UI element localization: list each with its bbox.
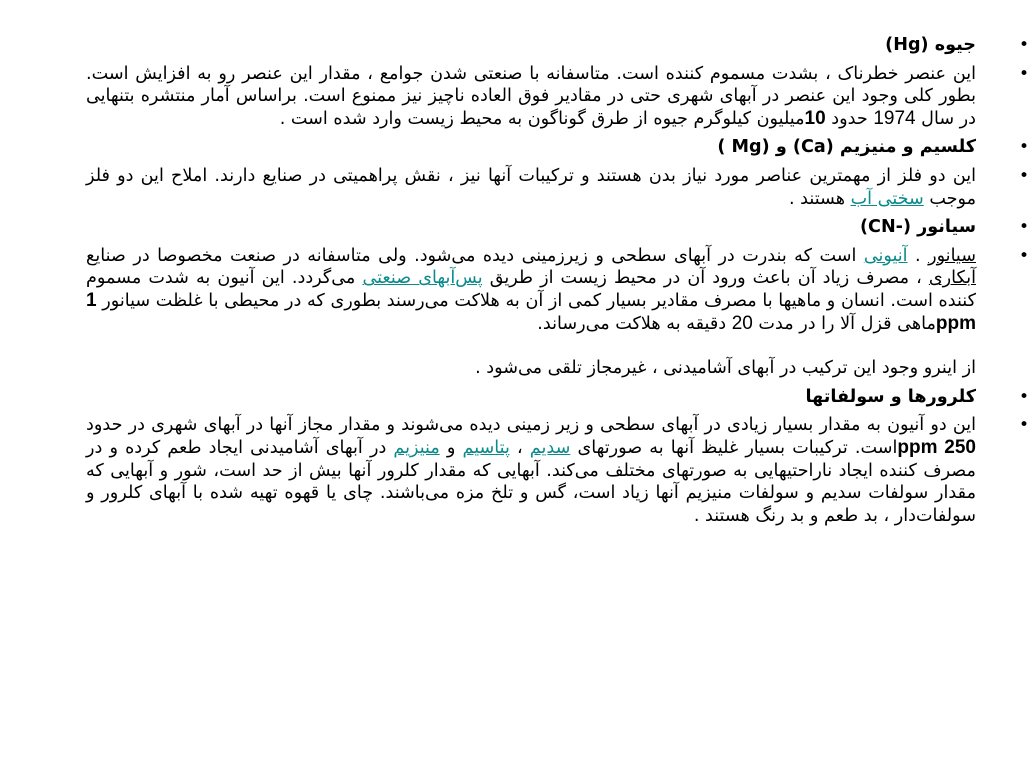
bullet-icon: •: [1018, 245, 1030, 266]
cyanide-text-part7: ماهی قزل آلا را در مدت: [752, 313, 936, 334]
cyanide-conclusion: از اینرو وجود این ترکیب در آبهای آشامیدنی ، غیرمجاز تلقی می‌شود .: [475, 358, 976, 379]
mercury-amount: 10: [804, 107, 826, 129]
cyanide-concentration: 1 ppm: [86, 289, 976, 334]
bullet-icon: •: [1018, 217, 1030, 238]
bullet-item-calcium-text: [86, 165, 1030, 210]
bullet-icon: •: [1018, 415, 1030, 436]
mercury-year: 1974: [873, 107, 916, 129]
cyanide-text-part6: می‌گردد. این آنیون به شدت مسموم کننده است. انسان و ماهیها با مصرف مقادیر بسیار کمی از آن به هلاکت می‌رسند بطوری که در محیطی با غلظت سیانور: [86, 268, 976, 311]
bullet-icon: •: [1018, 386, 1030, 407]
electroplating-word: آبکاری: [928, 268, 977, 289]
calcium-text-part1: این دو فلز از مهمترین عناصر مورد نیاز بدن هستند و ترکیبات آنها نیز ، نقش پراهمیتی در صنایع دارند. املاح این دو فلز موجب: [86, 165, 976, 209]
chlorides-text-part4: و: [439, 437, 463, 458]
bullet-item-cyanide-heading: [86, 216, 1030, 239]
bullet-icon: •: [1018, 165, 1030, 186]
bullet-item-cyanide-text: [86, 245, 1030, 380]
sodium-link[interactable]: سدیم: [529, 437, 571, 458]
bullet-list: [86, 34, 1030, 527]
heading-calcium-magnesium: کلسیم و منیزیم (Ca) و (Mg ): [717, 137, 976, 158]
chlorides-text-part5: در آبهای آشامیدنی ایجاد طعم کرده و در مصرف کننده ایجاد ناراحتیهایی به صورتهای مختلف می‌کند. آبهایی که مقدار کلرور آنها بیش از حد است، شور و آبهایی که مقدار سولفات سدیم و سولفات منیزیم آنها زیاد است، گس و تلخ مزه می‌باشند. چای یا قهوه تهیه شده با آبهای کلرور و سولفات‌دار ، بد طعم و بد رنگ هستند .: [86, 437, 976, 526]
heading-chlorides-sulfates: کلرورها و سولفاتها: [805, 386, 976, 407]
chlorides-text-part1: این دو آنیون به مقدار بسیار زیادی در آبهای سطحی و زیر زمینی دیده می‌شوند و مقدار مجاز آنها در آبهای شهری در حدود: [86, 415, 976, 436]
bullet-icon: •: [1018, 137, 1030, 158]
bullet-item-chlorides-heading: [86, 386, 1030, 409]
anion-link[interactable]: آنیونی: [863, 245, 908, 266]
chlorides-limit: 250 ppm: [897, 436, 976, 458]
paragraph-gap: [86, 335, 976, 357]
bullet-icon: •: [1018, 63, 1030, 84]
industrial-wastewater-link[interactable]: پس‌آبهای صنعتی: [362, 268, 483, 289]
calcium-text-part2: هستند .: [789, 188, 851, 209]
bullet-item-mercury-text: [86, 63, 1030, 131]
cyanide-word: سیانور: [928, 245, 976, 266]
heading-cyanide: سیانور (-CN): [859, 217, 976, 238]
magnesium-link[interactable]: منیزیم: [393, 437, 440, 458]
bullet-item-calcium-heading: [86, 136, 1030, 159]
cyanide-text-part8: دقیقه به هلاکت می‌رساند.: [537, 313, 732, 334]
cyanide-minutes: 20: [731, 312, 753, 334]
potassium-link[interactable]: پتاسیم: [462, 437, 510, 458]
cyanide-text-part2: .: [907, 245, 929, 266]
mercury-text-part3: میلیون کیلوگرم جیوه از طرق گوناگون به محیط زیست وارد شده است .: [279, 108, 805, 129]
cyanide-text-part3: است که بندرت در آبهای سطحی و زیرزمینی دیده می‌شود. ولی متاسفانه در صنعت مخصوصا در صنایع: [86, 245, 864, 266]
water-hardness-link[interactable]: سختی آب: [850, 188, 924, 209]
mercury-text-part2: حدود: [825, 108, 874, 129]
bullet-item-chlorides-text: [86, 414, 1030, 527]
cyanide-text-part5: ، مصرف زیاد آن باعث ورود آن در محیط زیست از طریق: [482, 268, 929, 289]
heading-mercury: جیوه (Hg): [885, 35, 976, 55]
chlorides-text-part3: ،: [509, 437, 530, 458]
bullet-item-mercury-heading: [86, 34, 1030, 57]
chlorides-text-part2: است. ترکیبات بسیار غلیظ آنها به صورتهای: [570, 437, 898, 458]
mercury-text-part1: این عنصر خطرناک ، بشدت مسموم کننده است. متاسفانه با صنعتی شدن جوامع ، مقدار این عنصر رو به افزایش است. بطور کلی وجود این عنصر در آبهای شهری حتی در مقادیر فوق العاده ناچیز نیز ممنوع است. براساس آمار منتشره بتنهایی در سال: [86, 63, 976, 129]
bullet-icon: •: [1018, 35, 1030, 55]
slide-content: [86, 34, 1030, 533]
